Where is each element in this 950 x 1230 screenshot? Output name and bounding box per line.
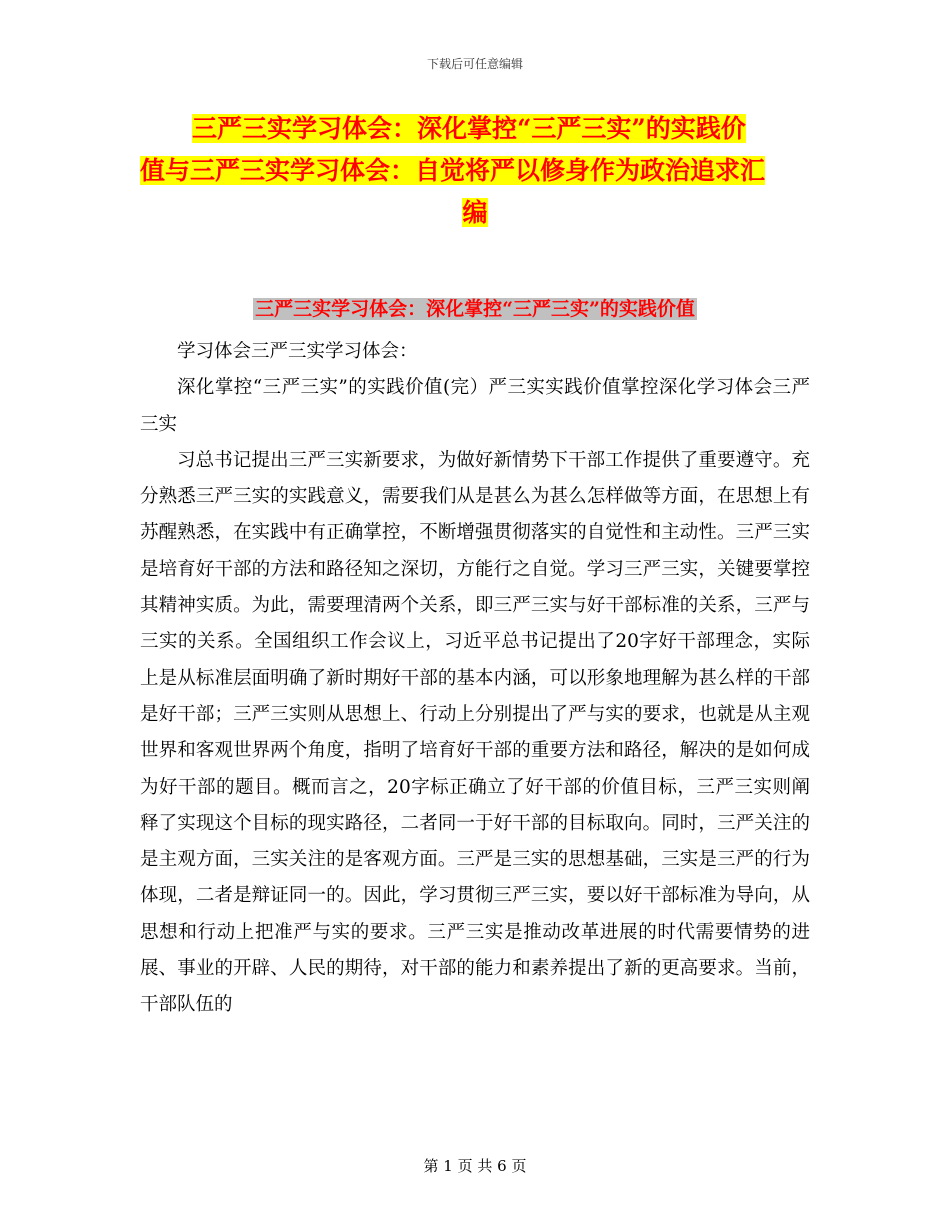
section-heading-text: 三严三实学习体会：深化掌控“三严三实”的实践价值 [255,298,695,320]
title-line-1: 三严三实学习体会：深化掌控“三严三实”的实践价 [192,114,746,143]
page-header-note: 下载后可任意编辑 [426,57,523,71]
paragraph-3: 习总书记提出三严三实新要求，为做好新情势下干部工作提供了重要遵守。充分熟悉三严三实的实践意义，需要我们从是甚么为甚么怎样做等方面，在思想上有苏醒熟悉，在实践中有正确掌控，不断增强贯彻落实的自觉性和主动性。三严三实是培育好干部的方法和路径知之深切，方能行之自觉。学习三严三实，关键要掌控其精神实质。为此，需要理清两个关系，即三严三实与好干部标准的关系，三严与三实的关系。全国组织工作会议上，习近平总书记提出了20字好干部理念，实际上是从标准层面明确了新时期好干部的基本内涵，可以形象地理解为甚么样的干部是好干部；三严三实则从思想上、行动上分别提出了严与实的要求，也就是从主观世界和客观世界两个角度，指明了培育好干部的重要方法和路径，解决的是如何成为好干部的题目。概而言之，20字标正确立了好干部的价值目标，三严三实则阐释了实现这个目标的现实路径，二者同一于好干部的目标取向。同时，三严关注的是主观方面，三实关注的是客观方面。三严是三实的思想基础，三实是三严的行为体现，二者是辩证同一的。因此，学习贯彻三严三实，要以好干部标准为导向，从思想和行动上把准严与实的要求。三严三实是推动改革进展的时代需要情势的进展、事业的开辟、人民的期待，对干部的能力和素养提出了新的更高要求。当前，干部队伍的 [140,449,810,1016]
title-line-2: 值与三严三实学习体会：自觉将严以修身作为政治追求汇 [140,156,766,185]
paragraph-2: 深化掌控“三严三实”的实践价值(完）严三实实践价值掌控深化学习体会三严三实 [140,377,810,435]
section-heading [140,294,810,321]
document-title [140,108,810,234]
paragraph-1: 学习体会三严三实学习体会： [177,341,418,362]
title-line-3: 编 [462,198,488,227]
body-text [140,334,810,1024]
page-number-footer: 第 1 页 共 6 页 [423,1157,527,1175]
